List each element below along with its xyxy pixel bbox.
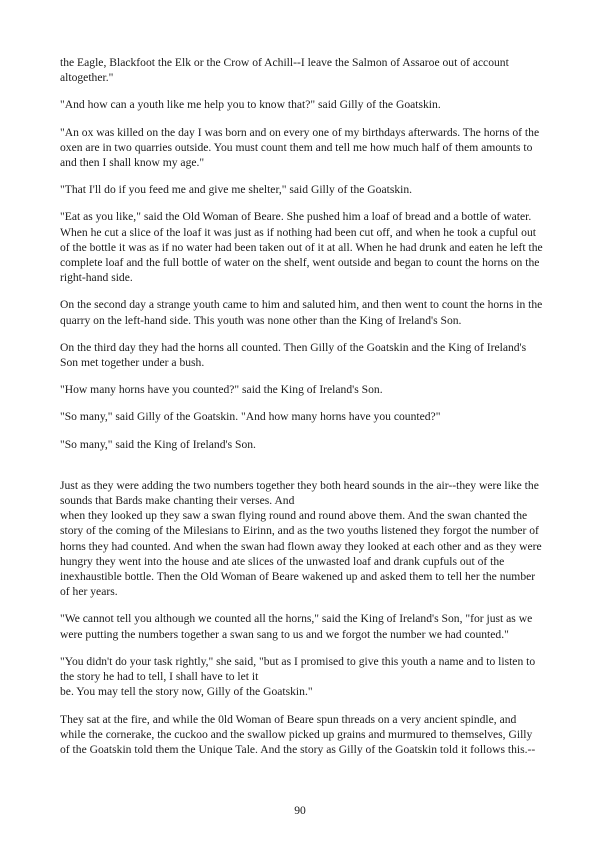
paragraph: "An ox was killed on the day I was born and on every one of my birthdays afterwards. The horns of the oxen are in two quarries outside. You must count them and tell me how much half of them amounts to and then I shall know my age." (60, 125, 540, 170)
paragraph: "We cannot tell you although we counted all the horns," said the King of Ireland's Son, "for just as we were putting the numbers together a swan sang to us and we forgot the number we had counted." (60, 612, 533, 641)
paragraph: "So many," said Gilly of the Goatskin. "And how many horns have you counted?" (60, 410, 441, 424)
paragraph-line: when they looked up they saw a swan flying round and round above them. And the swan chanted the story of the coming of the Milesians to Eirinn, and as the two youths listened they forgot the number of horns they had counted. And when the swan had flown away they looked at each other and as they were hungry they went into the house and ate slices of the unwasted loaf and drank cupfuls out of the inexhaustible bottle. Then the Old Woman of Beare wakened up and asked them to tell her the number of her years. (60, 509, 542, 599)
paragraph-line: be. You may tell the story now, Gilly of the Goatskin." (60, 685, 313, 699)
paragraph: "And how can a youth like me help you to know that?" said Gilly of the Goatskin. (60, 98, 441, 112)
paragraph: "How many horns have you counted?" said the King of Ireland's Son. (60, 383, 383, 397)
paragraph-line: "You didn't do your task rightly," she said, "but as I promised to give this youth a name and to listen to the story he had to tell, I shall have to let it (60, 654, 536, 684)
paragraph-task (60, 654, 544, 700)
paragraph: "That I'll do if you feed me and give me shelter," said Gilly of the Goatskin. (60, 183, 413, 197)
paragraph-swan (60, 478, 544, 600)
page-number: 90 (294, 804, 306, 817)
paragraph: "Eat as you like," said the Old Woman of Beare. She pushed him a loaf of bread and a bottle of water. When he cut a slice of the loaf it was just as if nothing had been cut off, and when he took a cupful out of the bottle it was as if no water had been taken out of it at all. When he had drunk and eaten he left the complete loaf and the full bottle of water on the shelf, went outside and began to count the horns on the right-hand side. (60, 210, 543, 285)
text-column (60, 55, 544, 769)
paragraph: They sat at the fire, and while the 0ld Woman of Beare spun threads on a very ancient spindle, and while the cornerake, the cuckoo and the swallow picked up grains and murmured to themselves, Gilly of the Goatskin told them the Unique Tale. And the story as Gilly of the Goatskin told it follows this.-- (60, 712, 536, 756)
paragraph: "So many," said the King of Ireland's Son. (60, 437, 256, 451)
paragraph: the Eagle, Blackfoot the Elk or the Crow of Achill--I leave the Salmon of Assaroe out of account altogether." (60, 56, 509, 85)
paragraph-line: Just as they were adding the two numbers together they both heard sounds in the air--they were like the sounds that Bards make chanting their verses. And (60, 478, 539, 508)
paragraph: On the second day a strange youth came to him and saluted him, and then went to count the horns in the quarry on the left-hand side. This youth was none other than the King of Ireland's Son. (60, 298, 543, 327)
paragraph: On the third day they had the horns all counted. Then Gilly of the Goatskin and the King of Ireland's Son met together under a bush. (60, 340, 527, 370)
